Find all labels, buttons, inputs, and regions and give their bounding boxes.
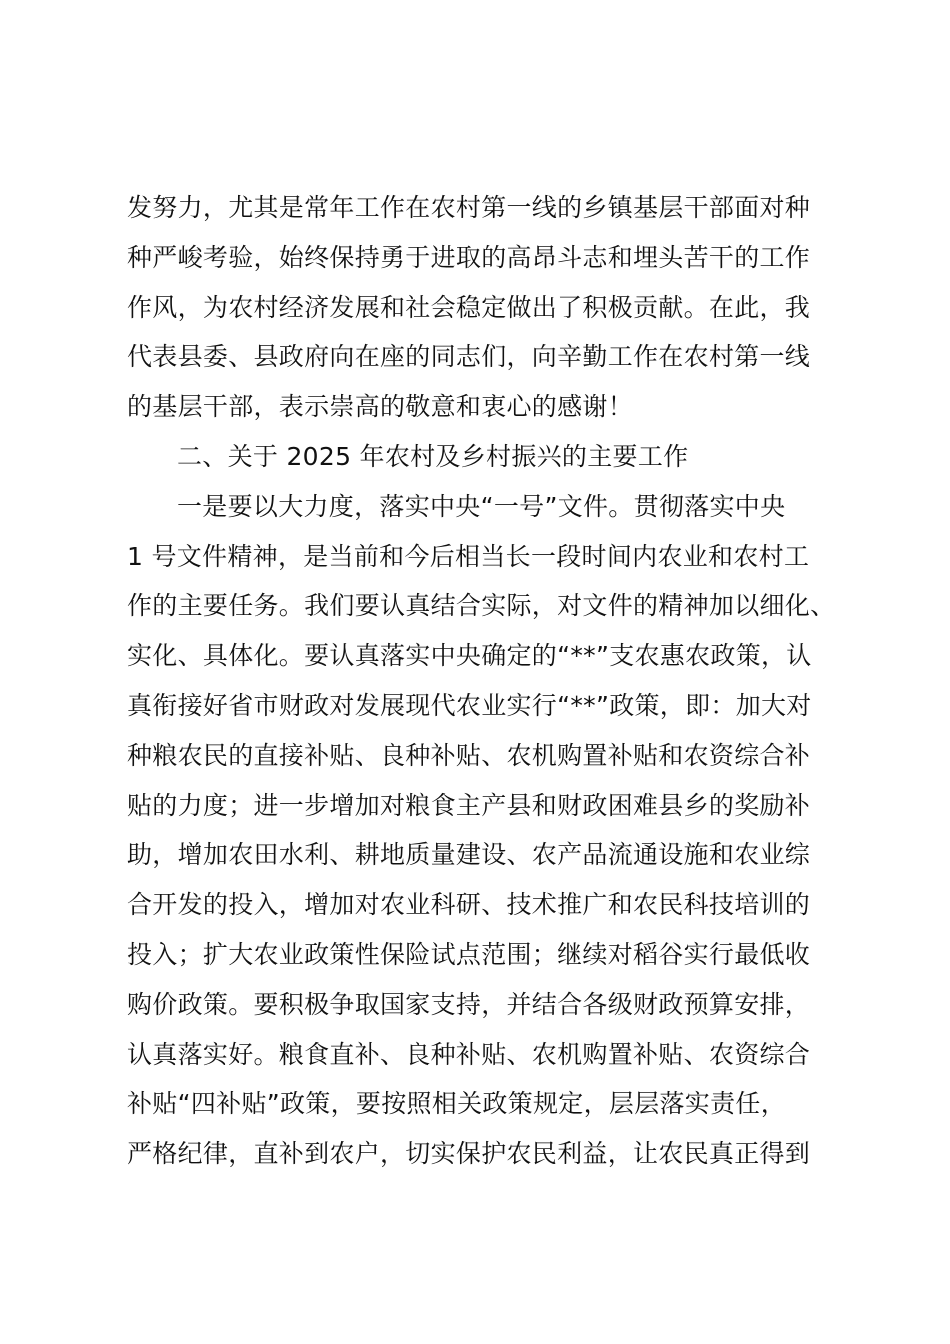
document-body: [127, 183, 837, 1179]
text-line: 合开发的投入，增加对农业科研、技术推广和农民科技培训的: [127, 890, 811, 920]
text-line: 投入；扩大农业政策性保险试点范围；继续对稻谷实行最低收: [127, 939, 811, 969]
text-line: 购价政策。要积极争取国家支持，并结合各级财政预算安排，: [127, 989, 811, 1019]
text-line: 作的主要任务。我们要认真结合实际，对文件的精神加以细化、: [127, 591, 836, 621]
section-heading: [127, 432, 837, 482]
text-line: 实化、具体化。要认真落实中央确定的“**”支农惠农政策，认: [127, 641, 812, 671]
text-line: 贴的力度；进一步增加对粮食主产县和财政困难县乡的奖励补: [127, 790, 811, 820]
text-line: 认真落实好。粮食直补、良种补贴、农机购置补贴、农资综合: [127, 1039, 811, 1069]
text-line: 种严峻考验，始终保持勇于进取的高昂斗志和埋头苦干的工作: [127, 242, 811, 272]
text-line: 种粮农民的直接补贴、良种补贴、农机购置补贴和农资综合补: [127, 740, 811, 770]
text-line: 发努力，尤其是常年工作在农村第一线的乡镇基层干部面对种: [127, 193, 811, 222]
text-line: 助，增加农田水利、耕地质量建设、农产品流通设施和农业综: [127, 840, 811, 870]
text-line: 的基层干部，表示崇高的敬意和衷心的感谢！: [127, 392, 634, 422]
text-line: 补贴“四补贴”政策，要按照相关政策规定，层层落实责任，: [127, 1089, 787, 1119]
text-line: 1 号文件精神，是当前和今后相当长一段时间内农业和农村工: [127, 541, 810, 571]
text-line: 一是要以大力度，落实中央“一号”文件。贯彻落实中央: [177, 491, 786, 521]
paragraph-policy: [127, 482, 837, 1179]
heading-line: 二、关于 2025 年农村及乡村振兴的主要工作: [177, 441, 689, 471]
text-line: 代表县委、县政府向在座的同志们，向辛勤工作在农村第一线: [127, 342, 811, 372]
text-line: 严格纪律，直补到农户，切实保护农民利益，让农民真正得到: [127, 1139, 811, 1169]
paragraph-thanks: [127, 183, 837, 432]
text-line: 作风，为农村经济发展和社会稳定做出了积极贡献。在此，我: [127, 292, 811, 322]
text-line: 真衔接好省市财政对发展现代农业实行“**”政策，即：加大对: [127, 690, 812, 720]
